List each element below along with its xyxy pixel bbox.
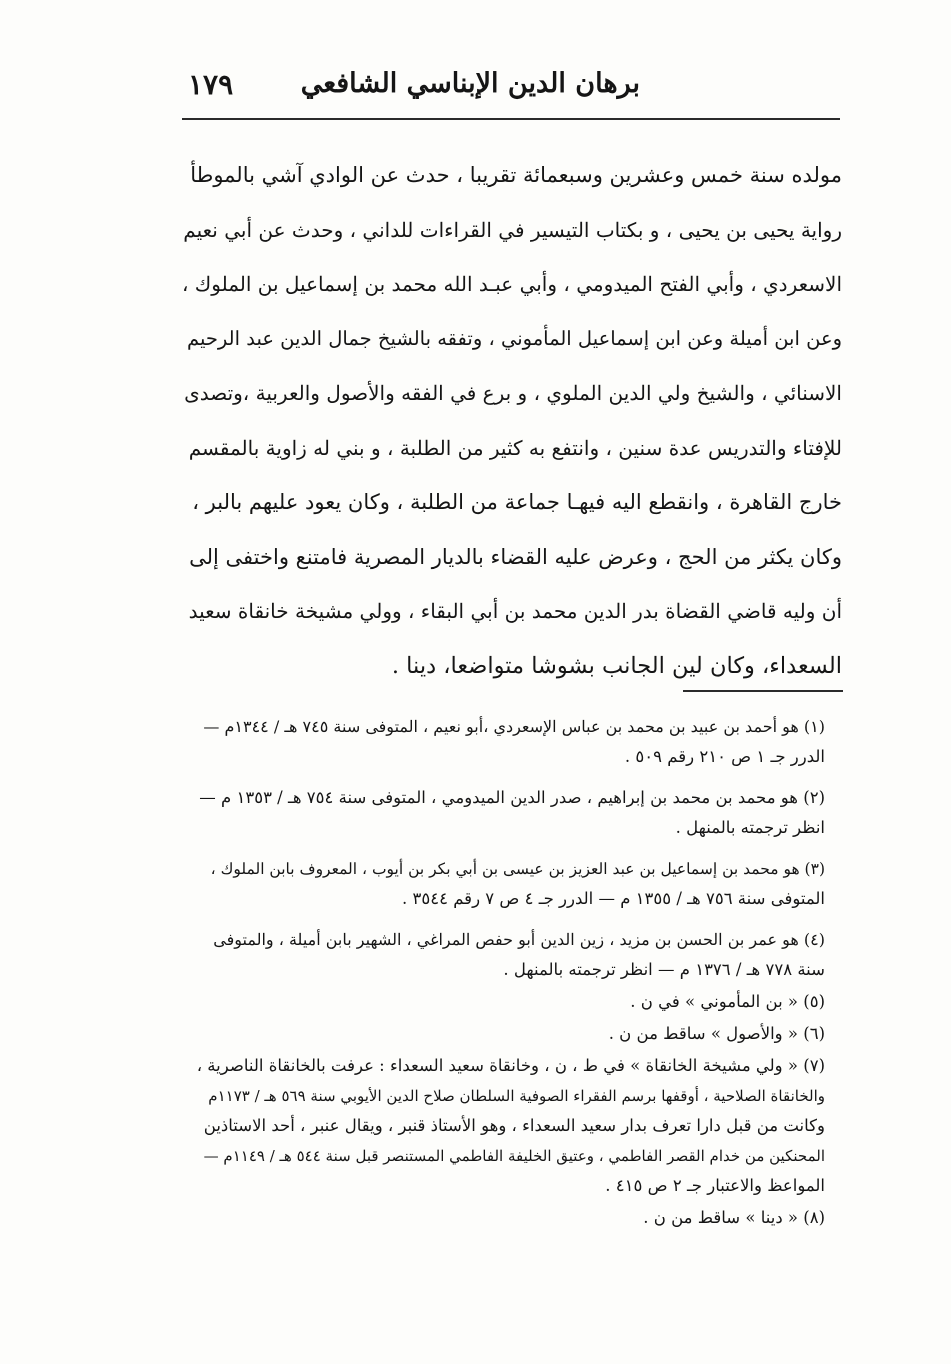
footnote-line: (٨) « دينا » ساقط من ن .	[643, 1208, 825, 1227]
footnote-line: المحنكين من خدام القصر الفاطمي ، وعتيق الخليفة الفاطمي المستنصر قبل سنة ٥٤٤ هـ / ١١٤٩م —	[203, 1147, 825, 1165]
footnote-8	[195, 1203, 825, 1233]
footnote-line: والخانقاة الصلاحية ، أوقفها برسم الفقراء الصوفية السلطان صلاح الدين الأيوبي سنة ٥٦٩ هـ / ١١٧٣م	[208, 1087, 825, 1105]
footnote-7	[195, 1051, 825, 1201]
body-paragraph	[180, 148, 842, 693]
footnote-line: (٥) « بن المأموني » في ن .	[630, 992, 825, 1011]
body-line: الاسعردي ، وأبي الفتح الميدومي ، وأبي عبـد الله محمد بن إسماعيل بن الملوك ،	[181, 272, 842, 296]
body-line: رواية يحيى بن يحيى ، و بكتاب التيسير في القراءات للداني ، وحدث عن أبي نعيم	[183, 217, 842, 242]
footnote-5	[195, 987, 825, 1017]
footnote-2	[195, 783, 825, 843]
footnote-line: (٤) هو عمر بن الحسن بن مزيد ، زين الدين أبو حفص المراغي ، الشهير بابن أميلة ، والمتوفى	[213, 930, 825, 949]
footnote-line: المواعظ والاعتبار جـ ٢ ص ٤١٥ .	[605, 1176, 825, 1195]
footnotes	[195, 712, 825, 1235]
footnote-separator	[683, 690, 843, 692]
footnote-line: سنة ٧٧٨ هـ / ١٣٧٦ م — انظر ترجمته بالمنهل .	[503, 960, 825, 979]
footnote-4	[195, 925, 825, 985]
body-line: أن وليه قاضي القضاة بدر الدين محمد بن أبي البقاء ، وولي مشيخة خانقاة سعيد	[188, 599, 842, 623]
body-line: خارج القاهرة ، وانقطع اليه فيهـا جماعة من الطلبة ، وكان يعود عليهم بالبر ،	[192, 490, 842, 514]
header-rule	[182, 118, 840, 120]
footnote-line: انظر ترجمته بالمنهل .	[675, 818, 825, 837]
footnote-line: (٣) هو محمد بن إسماعيل بن عبد العزيز بن عيسى بن أبي بكر بن أيوب ، المعروف بابن الملوك ،	[210, 860, 825, 878]
page-number: ١٧٩	[188, 68, 234, 101]
footnote-line: الدرر جـ ١ ص ٢١٠ رقم ٥٠٩ .	[624, 747, 825, 766]
running-title: برهان الدين الإبناسي الشافعي	[300, 68, 640, 99]
page-header	[180, 62, 840, 112]
body-line: للإفتاء والتدريس عدة سنين ، وانتفع به كثير من الطلبة ، و بني له زاوية بالمقسم	[188, 435, 842, 460]
body-line: وعن ابن أميلة وعن ابن إسماعيل المأموني ، وتفقه بالشيخ جمال الدين عبد الرحيم	[186, 326, 842, 350]
footnote-line: المتوفى سنة ٧٥٦ هـ / ١٣٥٥ م — الدرر جـ ٤ ص ٧ رقم ٣٥٤٤ .	[402, 889, 825, 908]
footnote-6	[195, 1019, 825, 1049]
footnote-line: (٦) « والأصول » ساقط من ن .	[608, 1024, 825, 1043]
body-line: وكان يكثر من الحج ، وعرض عليه القضاء بالديار المصرية فامتنع واختفى إلى	[189, 544, 842, 569]
footnote-3	[195, 854, 825, 914]
body-line: مولده سنة خمس وعشرين وسبعمائة تقريبا ، حدث عن الوادي آشي بالموطأ	[190, 163, 842, 187]
footnote-line: وكانت من قبل دارا تعرف بدار سعيد السعداء ، وهو الأستاذ قنبر ، ويقال عنبر ، أحد الاستاذين	[203, 1116, 825, 1135]
footnote-line: (٢) هو محمد بن محمد بن إبراهيم ، صدر الدين الميدومي ، المتوفى سنة ٧٥٤ هـ / ١٣٥٣ م —	[199, 788, 825, 807]
footnote-line: (١) هو أحمد بن عبيد بن محمد بن عباس الإسعردي ،أبو نعيم ، المتوفى سنة ٧٤٥ هـ / ١٣٤٤م —	[203, 717, 825, 736]
footnote-1	[195, 712, 825, 772]
body-line: الاسنائي ، والشيخ ولي الدين الملوي ، و برع في الفقه والأصول والعربية ،وتصدى	[184, 381, 842, 405]
footnote-line: (٧) « ولي مشيخة الخانقاة » في ط ، ن ، وخانقاة سعيد السعداء : عرفت بالخانقاة الناصرية ،	[196, 1056, 825, 1075]
body-line: السعداء، وكان لين الجانب بشوشا متواضعا، دينا .	[391, 652, 842, 679]
